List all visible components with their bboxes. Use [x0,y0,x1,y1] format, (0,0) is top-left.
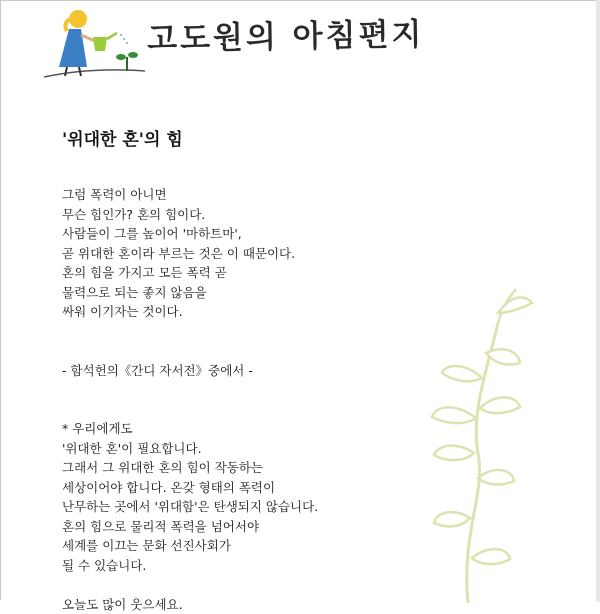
quote-line: 무슨 힘인가? 혼의 힘이다. [62,205,318,225]
quote-line: 혼의 힘을 가지고 모든 폭력 곧 [62,263,318,283]
closing-line: 오늘도 많이 웃으세요. [62,595,318,614]
article-title: '위대한 혼'의 힘 [62,125,183,150]
brand-title: 고도원의 아침편지 [147,9,425,59]
quote-line: 물력으로 되는 좋지 않음을 [62,283,318,303]
quote-line: 곧 위대한 혼이라 부르는 것은 이 때문이다. [62,244,318,264]
comment-line: 혼의 힘으로 물리적 폭력을 넘어서야 [62,517,318,537]
quote-line: 싸워 이기자는 것이다. [62,302,318,322]
scrollbar-edge [596,0,600,602]
comment-line: '위대한 혼'이 필요합니다. [62,439,318,459]
watering-girl-logo [41,5,151,81]
comment-line: 그래서 그 위대한 혼의 힘이 작동하는 [62,458,318,478]
quote-line: 사람들이 그를 높이어 '마하트마', [62,224,318,244]
comment-line: 세계를 이끄는 문화 선진사회가 [62,536,318,556]
quote-source: - 함석헌의《간디 자서전》중에서 - [62,361,318,381]
comment-line: 세상이어야 합니다. 온갖 형태의 폭력이 [62,478,318,498]
vine-decoration [416,283,566,603]
comment-line: 될 수 있습니다. [62,556,318,576]
comment-line: 난무하는 곳에서 '위대함'은 탄생되지 않습니다. [62,497,318,517]
article-body [62,185,318,614]
quote-line: 그럼 폭력이 아니면 [62,185,318,205]
comment-line: * 우리에게도 [62,419,318,439]
